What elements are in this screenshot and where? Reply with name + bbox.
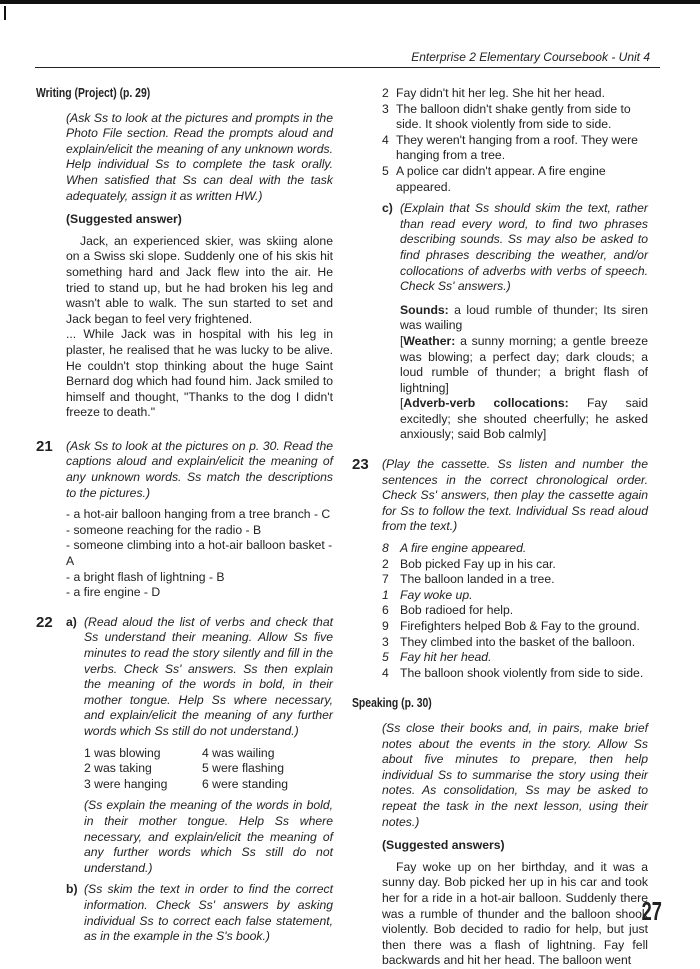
sounds-text: a loud rumble of thunder; Its siren was wailing [400,302,648,333]
speaking-paragraph: Fay woke up on her birthday, and it was a sunny day. Bob picked her up in his car and took her for a ride in a hot-air balloon. Suddenly there was a rumble of thunder and the balloon shook violently. Bob decided to radio for help, but just then there was a flash of lightning. Fay fell backwards and hit her head. The balloon went [382,859,648,968]
speaking-instructions: (Ss close their books and, in pairs, make brief notes about the events in the story. Allow Ss about five minutes to prepare, then help individual Ss to summarise the story using their notes. As consolidation, Ss may be asked to repeat the task in the next lesson, using their notes.) [382,720,648,829]
top-border [0,0,700,4]
list-item: - a hot-air balloon hanging from a tree branch - C [66,507,331,522]
speaking-suggested-label: (Suggested answers) [382,838,505,853]
writing-paragraph-2: ... While Jack was in hospital with his leg in plaster, he realised that he was lucky to be alive. He couldn't stop thinking about the huge Saint Bernard dog which had found him. Jack smiled to himself and thought, "Thanks to the dog I didn't freeze to death." [66,327,333,420]
list-item: 3 They climbed into the basket of the balloon. [382,634,636,649]
list-item: 5 Fay hit her head. [382,650,492,665]
page-number: 27 [641,896,662,926]
right-column [352,86,648,969]
weather-text: a sunny morning; a gentle breeze was blowing; a perfect day; dark clouds; a loud rumble of thunder; a bright flash of lightning] [400,333,648,395]
writing-suggested-label: (Suggested answer) [66,212,182,227]
exercise-22-number: 22 [36,613,53,631]
part-b-answers [382,86,648,195]
speaking-section-title: Speaking (p. 30) [352,695,432,711]
exercise-21-instructions: (Ask Ss to look at the pictures on p. 30. Read the captions aloud and explain/elicit the meaning of any unknown words. Ss match the descriptions to the pictures.) [66,438,333,500]
list-item: - a fire engine - D [66,585,161,600]
verb-item: 1 was blowing [84,745,161,760]
verb-item: 6 were standing [202,776,289,791]
verb-item: 2 was taking [84,761,152,776]
exercise-23-instructions: (Play the cassette. Ss listen and number the sentences in the correct chronological order. Check Ss' answers, then play the cassette again for Ss to follow the text. Individual Ss read aloud from the text.) [382,457,648,534]
exercise-22 [36,615,333,945]
list-item: 8 A fire engine appeared. [382,541,527,556]
part-c-label: c) [382,201,393,216]
adverb-text: Fay said excitedly; she shouted cheerfully; he asked anxiously; said Bob calmly] [400,396,648,442]
part-c-answers: Sounds: a loud rumble of thunder; Its siren was wailing [Weather: a sunny morning; a gentle breeze was blowing; a perfect day; dark clouds; a loud rumble of thunder; a bright flash of lightning] [Adverb-verb collocations: Fay said excitedly; she shouted cheerfully; he asked anxiously; said Bob calmly] [400,302,648,442]
exercise-21 [36,439,333,601]
part-a-note: (Ss explain the meaning of the words in bold, in their mother tongue. Help Ss where necessary, and explain/elicit the meaning of any further words which Ss still do not understand.) [84,798,333,875]
exercise-21-number: 21 [36,437,53,455]
verb-item: 4 was wailing [202,745,275,760]
list-item: 3 The balloon didn't shake gently from side to side. It shook violently from side to side. [382,101,631,132]
adverb-label: Adverb-verb collocations: [403,396,569,411]
header-rule [35,67,660,68]
left-column [36,85,333,945]
verb-list [84,746,333,793]
part-b-label: b) [66,882,78,897]
verb-item: 5 were flashing [202,761,284,776]
running-header: Enterprise 2 Elementary Coursebook - Unit 4 [411,50,650,64]
list-item: 6 Bob radioed for help. [382,603,514,618]
part-a-instructions: (Read aloud the list of verbs and check that Ss understand their meaning. Allow Ss five minutes to read the story silently and fill in the verbs. Check Ss' answers. Ss then explain the meaning of the words in bold, in their mother tongue. Help Ss where necessary, and explain/elicit the meaning of any further words which Ss still do not understand.) [84,614,333,738]
part-c-instructions: (Explain that Ss should skim the text, rather than read every word, to find two phrases describing sounds. Ss may also be asked to find phrases describing the weather, and/or collocations of adverbs with verbs of speech. Check Ss' answers.) [400,201,648,294]
list-item: - a bright flash of lightning - B [66,569,225,584]
list-item: - someone climbing into a hot-air balloon basket - A [66,538,333,569]
writing-instructions: (Ask Ss to look at the pictures and prompts in the Photo File section. Read the prompts aloud and explain/elicit the meaning of any unknown words. Help individual Ss to complete the task orally. When satisfied that Ss can deal with the task adequately, assign it as written HW.) [66,110,333,203]
list-item: 2 Bob picked Fay up in his car. [382,556,556,571]
list-item: 5 A police car didn't appear. A fire engine appeared. [382,163,606,194]
writing-paragraph-1: Jack, an experienced skier, was skiing alone on a Swiss ski slope. Suddenly one of his skis hit something hard and Jack flew into the air. He tried to stand up, but he had broken his leg and wasn't able to walk. The sun started to set and Jack began to feel very frightened. [66,233,333,326]
list-item: 9 Firefighters helped Bob & Fay to the ground. [382,619,640,633]
list-item: 4 They weren't hanging from a roof. They were hanging from a tree. [382,132,638,163]
verb-item: 3 were hanging [84,776,168,791]
sounds-label: Sounds: [400,302,449,317]
margin-mark [4,6,6,20]
exercise-21-list [66,507,333,601]
part-b-instructions: (Ss skim the text in order to find the correct information. Check Ss' answers by asking individual Ss to correct each false statement, as in the example in the S's book.) [84,882,333,944]
writing-section-title: Writing (Project) (p. 29) [36,85,151,100]
list-item: 7 The balloon landed in a tree. [382,572,555,587]
list-item: 2 Fay didn't hit her leg. She hit her head. [382,86,605,100]
weather-label: Weather: [403,333,456,348]
exercise-23-list [382,541,648,681]
part-a-label: a) [66,614,77,629]
list-item: - someone reaching for the radio - B [66,522,262,537]
list-item: 1 Fay woke up. [382,587,473,602]
exercise-23-number: 23 [352,456,369,474]
exercise-23 [352,457,648,681]
list-item: 4 The balloon shook violently from side to side. [382,665,644,680]
